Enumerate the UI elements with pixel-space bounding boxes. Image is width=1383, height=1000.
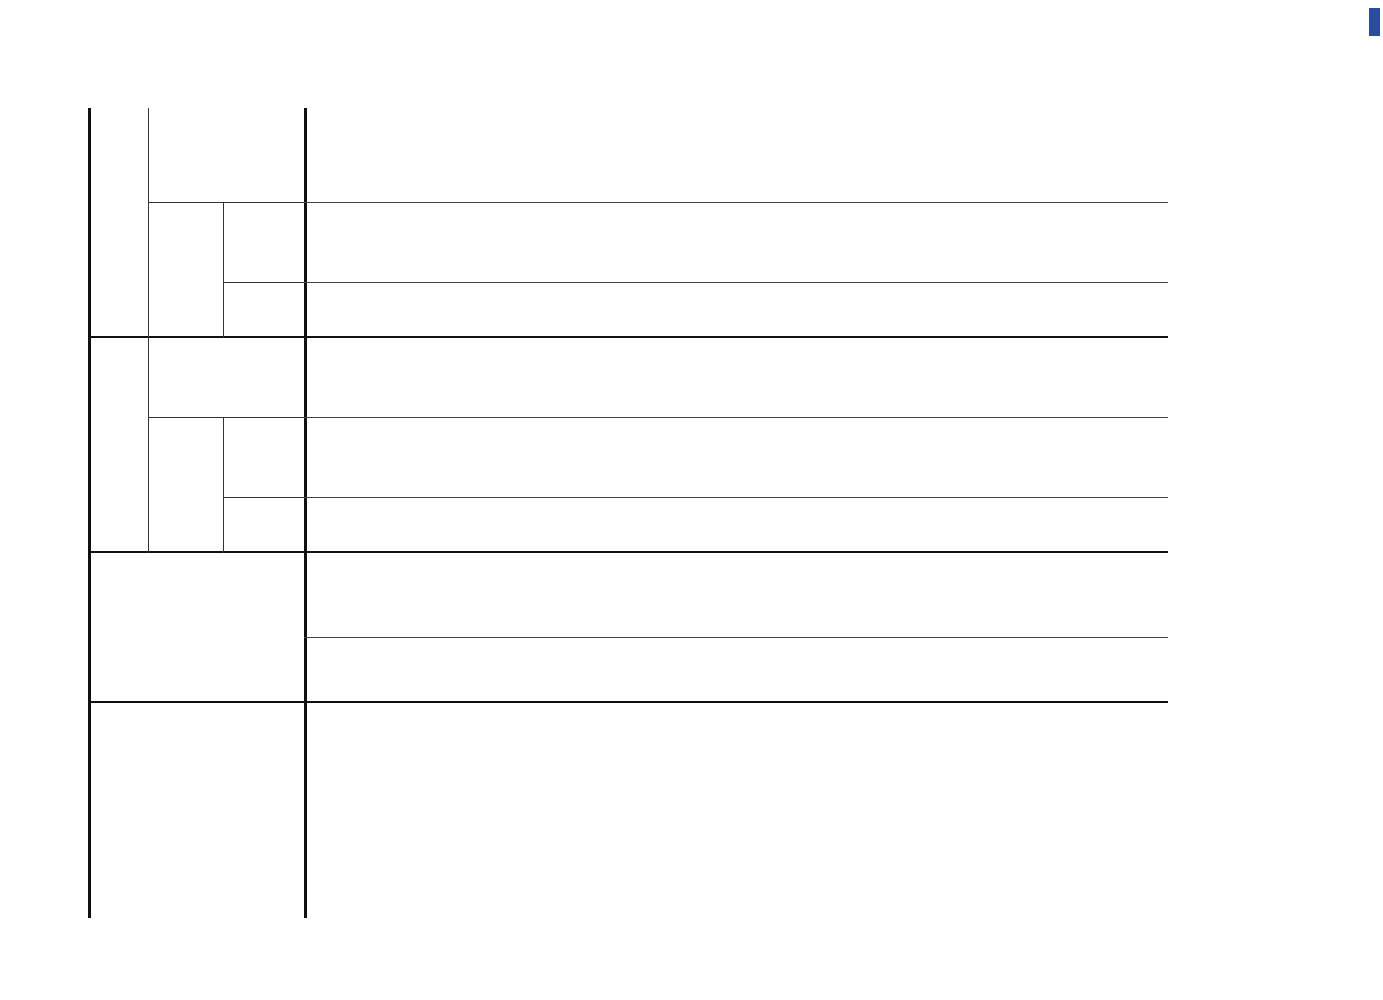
col-divider xyxy=(304,497,1168,498)
col-divider xyxy=(304,202,1168,203)
group-rule xyxy=(148,338,149,553)
col-divider xyxy=(304,282,1168,283)
sidebar-credit xyxy=(1368,0,1383,1000)
subgroup-rule xyxy=(223,418,224,553)
col-divider xyxy=(148,417,304,418)
col-divider xyxy=(88,701,1168,703)
col-divider xyxy=(88,551,1168,553)
subgroup-rule xyxy=(223,203,224,338)
table-top-rule xyxy=(88,108,91,918)
header-rule xyxy=(304,108,307,918)
table xyxy=(88,108,1168,918)
col-divider xyxy=(304,637,1168,638)
col-divider xyxy=(223,282,304,283)
col-divider xyxy=(148,202,304,203)
group-rule xyxy=(148,108,149,338)
col-divider xyxy=(304,417,1168,418)
col-divider xyxy=(88,336,1168,338)
col-divider xyxy=(223,497,304,498)
